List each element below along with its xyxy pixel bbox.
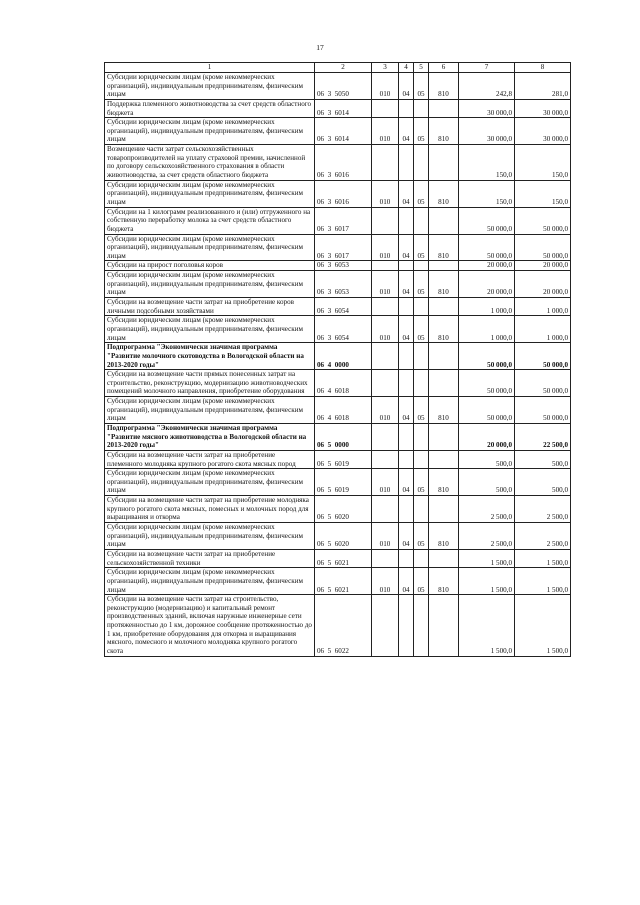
section-code-cell [399,145,414,181]
ministry-code-cell [372,549,399,567]
subsection-code-cell: 05 [414,523,429,550]
expense-type-cell: 810 [429,568,459,595]
item-name-cell: Субсидии на прирост поголовья коров [105,261,315,271]
amount-year2-cell: 20 000,0 [515,261,571,271]
target-code-cell: 06 3 6053 [315,261,372,271]
header-cell: 7 [459,63,515,73]
expense-type-cell: 810 [429,271,459,298]
expense-type-cell [429,99,459,117]
ministry-code-cell [372,496,399,523]
page-number: 17 [316,43,324,52]
header-cell: 8 [515,63,571,73]
subsection-code-cell [414,99,429,117]
subsection-code-cell: 05 [414,73,429,100]
table-row [105,496,571,523]
header-cell: 4 [399,63,414,73]
amount-year2-cell: 50 000,0 [515,397,571,424]
ministry-code-cell [372,595,399,656]
target-code-cell: 06 5 6021 [315,549,372,567]
table-row [105,343,571,370]
subsection-code-cell [414,261,429,271]
amount-year2-cell: 50 000,0 [515,370,571,397]
amount-year2-cell: 150,0 [515,180,571,207]
amount-year2-cell: 1 500,0 [515,549,571,567]
subsection-code-cell [414,145,429,181]
subsection-code-cell: 05 [414,271,429,298]
amount-year2-cell: 500,0 [515,450,571,468]
expense-type-cell: 810 [429,73,459,100]
table-row [105,316,571,343]
table-row [105,118,571,145]
ministry-code-cell: 010 [372,73,399,100]
amount-year2-cell: 500,0 [515,469,571,496]
table-row [105,234,571,261]
section-code-cell [399,595,414,656]
item-name-cell: Подпрограмма "Экономически значимая программа "Развитие молочного скотоводства в Вологодской области на 2013-2020 годы" [105,343,315,370]
table-row [105,73,571,100]
header-cell: 5 [414,63,429,73]
subsection-code-cell: 05 [414,469,429,496]
table-row [105,397,571,424]
expense-type-cell [429,261,459,271]
target-code-cell: 06 5 6019 [315,450,372,468]
table-row [105,549,571,567]
ministry-code-cell: 010 [372,118,399,145]
item-name-cell: Субсидии на 1 килограмм реализованного и (или) отгруженного на собственную переработку молока за счет средств областного бюджета [105,207,315,234]
subsection-code-cell [414,595,429,656]
amount-year1-cell: 500,0 [459,450,515,468]
ministry-code-cell [372,450,399,468]
amount-year1-cell: 50 000,0 [459,343,515,370]
expense-type-cell [429,595,459,656]
target-code-cell: 06 4 0000 [315,343,372,370]
section-code-cell: 04 [399,469,414,496]
subsection-code-cell: 05 [414,316,429,343]
target-code-cell: 06 5 0000 [315,423,372,450]
amount-year1-cell: 20 000,0 [459,423,515,450]
ministry-code-cell: 010 [372,469,399,496]
amount-year2-cell: 50 000,0 [515,207,571,234]
header-cell: 6 [429,63,459,73]
target-code-cell: 06 3 6016 [315,145,372,181]
ministry-code-cell [372,343,399,370]
section-code-cell: 04 [399,523,414,550]
section-code-cell [399,370,414,397]
amount-year2-cell: 281,0 [515,73,571,100]
amount-year2-cell: 22 500,0 [515,423,571,450]
amount-year2-cell: 150,0 [515,145,571,181]
expense-type-cell: 810 [429,469,459,496]
ministry-code-cell [372,207,399,234]
section-code-cell: 04 [399,316,414,343]
expense-type-cell [429,145,459,181]
ministry-code-cell: 010 [372,180,399,207]
amount-year1-cell: 1 000,0 [459,298,515,316]
subsection-code-cell [414,423,429,450]
target-code-cell: 06 3 6053 [315,271,372,298]
target-code-cell: 06 5 6022 [315,595,372,656]
header-cell: 1 [105,63,315,73]
expense-type-cell [429,298,459,316]
subsection-code-cell [414,343,429,370]
section-code-cell [399,549,414,567]
amount-year1-cell: 30 000,0 [459,118,515,145]
expense-type-cell [429,423,459,450]
item-name-cell: Возмещение части затрат сельскохозяйственных товаропроизводителей на уплату страховой премии, начисленной по договору сельскохозяйственного страхования в области животноводства, за счет средств областного бюджета [105,145,315,181]
ministry-code-cell [372,261,399,271]
expense-type-cell [429,496,459,523]
table-row [105,370,571,397]
ministry-code-cell: 010 [372,568,399,595]
subsection-code-cell: 05 [414,180,429,207]
amount-year1-cell: 20 000,0 [459,261,515,271]
item-name-cell: Субсидии юридическим лицам (кроме некоммерческих организаций), индивидуальным предпринимателям, физическим лицам [105,523,315,550]
table-row [105,595,571,656]
target-code-cell: 06 4 6018 [315,370,372,397]
item-name-cell: Субсидии юридическим лицам (кроме некоммерческих организаций), индивидуальным предпринимателям, физическим лицам [105,118,315,145]
table-row [105,207,571,234]
expense-type-cell [429,549,459,567]
amount-year1-cell: 150,0 [459,180,515,207]
amount-year1-cell: 50 000,0 [459,207,515,234]
section-code-cell: 04 [399,397,414,424]
target-code-cell: 06 3 6016 [315,180,372,207]
amount-year2-cell: 30 000,0 [515,99,571,117]
amount-year2-cell: 20 000,0 [515,271,571,298]
target-code-cell: 06 5 6019 [315,469,372,496]
target-code-cell: 06 3 6014 [315,99,372,117]
target-code-cell: 06 3 6017 [315,234,372,261]
item-name-cell: Субсидии юридическим лицам (кроме некоммерческих организаций), индивидуальным предпринимателям, физическим лицам [105,469,315,496]
table-body [105,73,571,657]
item-name-cell: Субсидии юридическим лицам (кроме некоммерческих организаций), индивидуальным предпринимателям, физическим лицам [105,316,315,343]
section-code-cell: 04 [399,118,414,145]
amount-year2-cell: 1 000,0 [515,298,571,316]
section-code-cell [399,99,414,117]
section-code-cell: 04 [399,234,414,261]
expense-type-cell [429,450,459,468]
header-cell: 3 [372,63,399,73]
expense-type-cell: 810 [429,523,459,550]
item-name-cell: Субсидии юридическим лицам (кроме некоммерческих организаций), индивидуальным предпринимателям, физическим лицам [105,271,315,298]
amount-year2-cell: 50 000,0 [515,234,571,261]
amount-year1-cell: 2 500,0 [459,523,515,550]
item-name-cell: Субсидии на возмещение части затрат на приобретение молодняка крупного рогатого скота мясных, помесных и молочных пород для выращивания и откорма [105,496,315,523]
target-code-cell: 06 4 6018 [315,397,372,424]
ministry-code-cell: 010 [372,523,399,550]
section-code-cell [399,298,414,316]
subsection-code-cell [414,298,429,316]
amount-year2-cell: 1 000,0 [515,316,571,343]
table-row [105,568,571,595]
ministry-code-cell: 010 [372,271,399,298]
amount-year1-cell: 50 000,0 [459,397,515,424]
subsection-code-cell: 05 [414,397,429,424]
amount-year2-cell: 2 500,0 [515,523,571,550]
table-row [105,423,571,450]
ministry-code-cell [372,370,399,397]
amount-year1-cell: 1 500,0 [459,549,515,567]
table-row [105,523,571,550]
budget-table [104,62,571,657]
amount-year1-cell: 500,0 [459,469,515,496]
amount-year2-cell: 1 500,0 [515,568,571,595]
amount-year1-cell: 50 000,0 [459,370,515,397]
expense-type-cell: 810 [429,316,459,343]
expense-type-cell: 810 [429,397,459,424]
section-code-cell: 04 [399,73,414,100]
item-name-cell: Субсидии юридическим лицам (кроме некоммерческих организаций), индивидуальным предпринимателям, физическим лицам [105,180,315,207]
table-row [105,180,571,207]
subsection-code-cell: 05 [414,568,429,595]
item-name-cell: Субсидии юридическим лицам (кроме некоммерческих организаций), индивидуальным предпринимателям, физическим лицам [105,234,315,261]
expense-type-cell: 810 [429,180,459,207]
subsection-code-cell [414,450,429,468]
amount-year1-cell: 1 500,0 [459,595,515,656]
table-row [105,298,571,316]
table-row [105,271,571,298]
expense-type-cell [429,207,459,234]
amount-year1-cell: 150,0 [459,145,515,181]
item-name-cell: Субсидии на возмещение части прямых понесенных затрат на строительство, реконструкцию, модернизацию животноводческих помещений молочного направления, приобретение оборудования [105,370,315,397]
subsection-code-cell: 05 [414,118,429,145]
expense-type-cell [429,370,459,397]
section-code-cell: 04 [399,180,414,207]
target-code-cell: 06 5 6021 [315,568,372,595]
table-row [105,261,571,271]
ministry-code-cell [372,298,399,316]
item-name-cell: Подпрограмма "Экономически значимая программа "Развитие мясного животноводства в Вологодской области на 2013-2020 годы" [105,423,315,450]
item-name-cell: Субсидии на возмещение части затрат на приобретение сельскохозяйственной техники [105,549,315,567]
amount-year2-cell: 2 500,0 [515,496,571,523]
target-code-cell: 06 5 6020 [315,523,372,550]
section-code-cell [399,343,414,370]
ministry-code-cell: 010 [372,316,399,343]
ministry-code-cell: 010 [372,234,399,261]
item-name-cell: Субсидии на возмещение части затрат на приобретение племенного молодняка крупного рогатого скота мясных пород [105,450,315,468]
ministry-code-cell [372,145,399,181]
subsection-code-cell: 05 [414,234,429,261]
amount-year1-cell: 2 500,0 [459,496,515,523]
amount-year2-cell: 50 000,0 [515,343,571,370]
ministry-code-cell [372,99,399,117]
section-code-cell [399,423,414,450]
table-row [105,450,571,468]
ministry-code-cell: 010 [372,397,399,424]
target-code-cell: 06 3 6054 [315,298,372,316]
item-name-cell: Субсидии юридическим лицам (кроме некоммерческих организаций), индивидуальным предпринимателям, физическим лицам [105,568,315,595]
target-code-cell: 06 3 6017 [315,207,372,234]
target-code-cell: 06 3 6054 [315,316,372,343]
expense-type-cell: 810 [429,234,459,261]
subsection-code-cell [414,370,429,397]
section-code-cell [399,450,414,468]
subsection-code-cell [414,549,429,567]
amount-year2-cell: 1 500,0 [515,595,571,656]
section-code-cell: 04 [399,568,414,595]
section-code-cell: 04 [399,271,414,298]
subsection-code-cell [414,207,429,234]
item-name-cell: Субсидии юридическим лицам (кроме некоммерческих организаций), индивидуальным предпринимателям, физическим лицам [105,73,315,100]
header-cell: 2 [315,63,372,73]
amount-year1-cell: 1 500,0 [459,568,515,595]
subsection-code-cell [414,496,429,523]
item-name-cell: Поддержка племенного животноводства за счет средств областного бюджета [105,99,315,117]
target-code-cell: 06 5 6020 [315,496,372,523]
amount-year1-cell: 20 000,0 [459,271,515,298]
target-code-cell: 06 3 5050 [315,73,372,100]
expense-type-cell [429,343,459,370]
table-row [105,145,571,181]
item-name-cell: Субсидии на возмещение части затрат на приобретение коров личными подсобными хозяйствами [105,298,315,316]
ministry-code-cell [372,423,399,450]
item-name-cell: Субсидии на возмещение части затрат на строительство, реконструкцию (модернизацию) и капитальный ремонт производственных зданий, включая наружные инженерные сети протяженностью до 1 км, дорожное сообщение протяженностью до 1 км, приобретение оборудования для откорма и выращивания мясного, помесного и молочного молодняка крупного рогатого скота [105,595,315,656]
amount-year2-cell: 30 000,0 [515,118,571,145]
table-row [105,99,571,117]
header-row [105,63,571,73]
section-code-cell [399,496,414,523]
amount-year1-cell: 242,8 [459,73,515,100]
amount-year1-cell: 1 000,0 [459,316,515,343]
section-code-cell [399,207,414,234]
expense-type-cell: 810 [429,118,459,145]
amount-year1-cell: 30 000,0 [459,99,515,117]
target-code-cell: 06 3 6014 [315,118,372,145]
table-row [105,469,571,496]
item-name-cell: Субсидии юридическим лицам (кроме некоммерческих организаций), индивидуальным предпринимателям, физическим лицам [105,397,315,424]
section-code-cell [399,261,414,271]
amount-year1-cell: 50 000,0 [459,234,515,261]
